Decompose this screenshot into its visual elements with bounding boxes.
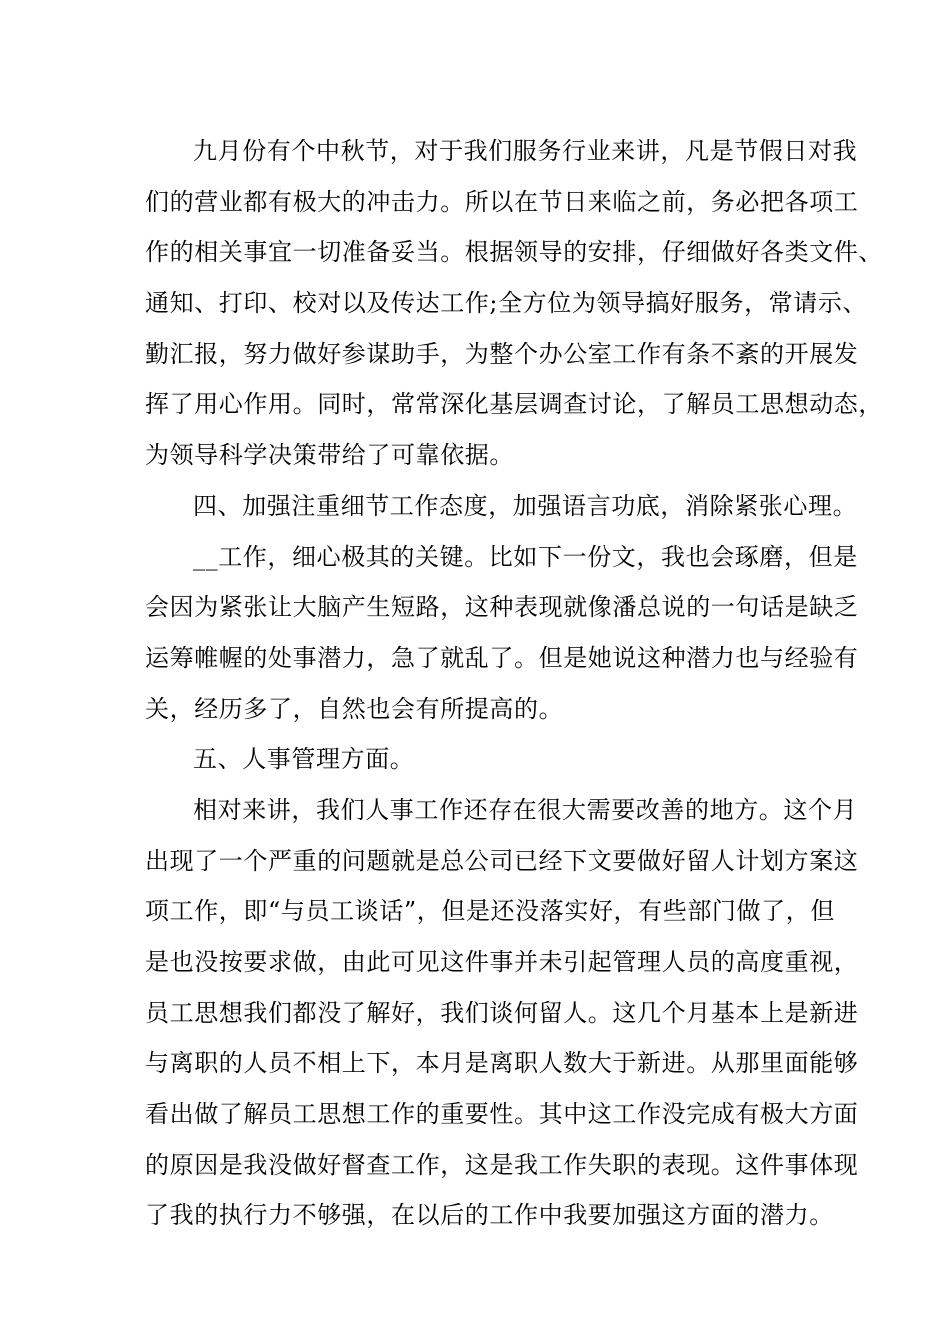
paragraph-1-line-6: 挥了用心作用。同时，常常深化基层调查讨论，了解员工思想动态， <box>145 390 883 419</box>
paragraph-3-line-3: 运筹帷幄的处事潜力，急了就乱了。但是她说这种潜力也与经验有 <box>145 643 859 672</box>
paragraph-3-line-4: 关，经历多了，自然也会有所提高的。 <box>145 694 564 723</box>
document-body <box>145 134 883 1249</box>
paragraph-5-line-5: 员工思想我们都没了解好，我们谈何留人。这几个月基本上是新进 <box>145 998 859 1027</box>
paragraph-1-line-5: 勤汇报，努力做好参谋助手，为整个办公室工作有条不紊的开展发 <box>145 339 859 368</box>
paragraph-3-line-1: __工作，细心极其的关键。比如下一份文，我也会琢磨，但是 <box>193 542 858 571</box>
section-heading-5: 五、人事管理方面。 <box>193 745 415 774</box>
paragraph-5-line-4: 是也没按要求做，由此可见这件事并未引起管理人员的高度重视， <box>145 948 859 976</box>
paragraph-1-line-4: 通知、打印、校对以及传达工作;全方位为领导搞好服务，常请示、 <box>145 289 868 318</box>
paragraph-5-line-9: 了我的执行力不够强，在以后的工作中我要加强这方面的潜力。 <box>145 1201 834 1230</box>
paragraph-5-line-1: 相对来讲，我们人事工作还存在很大需要改善的地方。这个月 <box>193 795 858 824</box>
paragraph-5-line-7: 看出做了解员工思想工作的重要性。其中这工作没完成有极大方面 <box>145 1100 859 1129</box>
paragraph-5-line-6: 与离职的人员不相上下，本月是离职人数大于新进。从那里面能够 <box>145 1049 859 1078</box>
paragraph-1-line-1: 九月份有个中秋节，对于我们服务行业来讲，凡是节假日对我 <box>193 137 858 165</box>
paragraph-1-line-3: 作的相关事宜一切准备妥当。根据领导的安排，仔细做好各类文件、 <box>145 238 883 267</box>
paragraph-5-line-8: 的原因是我没做好督查工作，这是我工作失职的表现。这件事体现 <box>145 1150 859 1179</box>
paragraph-1-line-7: 为领导科学决策带给了可靠依据。 <box>145 441 514 470</box>
paragraph-1-line-2: 们的营业都有极大的冲击力。所以在节日来临之前，务必把各项工 <box>145 187 859 216</box>
paragraph-5-line-3: 项工作，即“与员工谈话”，但是还没落实好，有些部门做了，但 <box>145 897 835 926</box>
paragraph-5-line-2: 出现了一个严重的问题就是总公司已经下文要做好留人计划方案这 <box>145 846 859 875</box>
paragraph-3-line-2: 会因为紧张让大脑产生短路，这种表现就像潘总说的一句话是缺乏 <box>145 593 859 622</box>
section-heading-4: 四、加强注重细节工作态度，加强语言功底，消除紧张心理。 <box>193 491 858 520</box>
